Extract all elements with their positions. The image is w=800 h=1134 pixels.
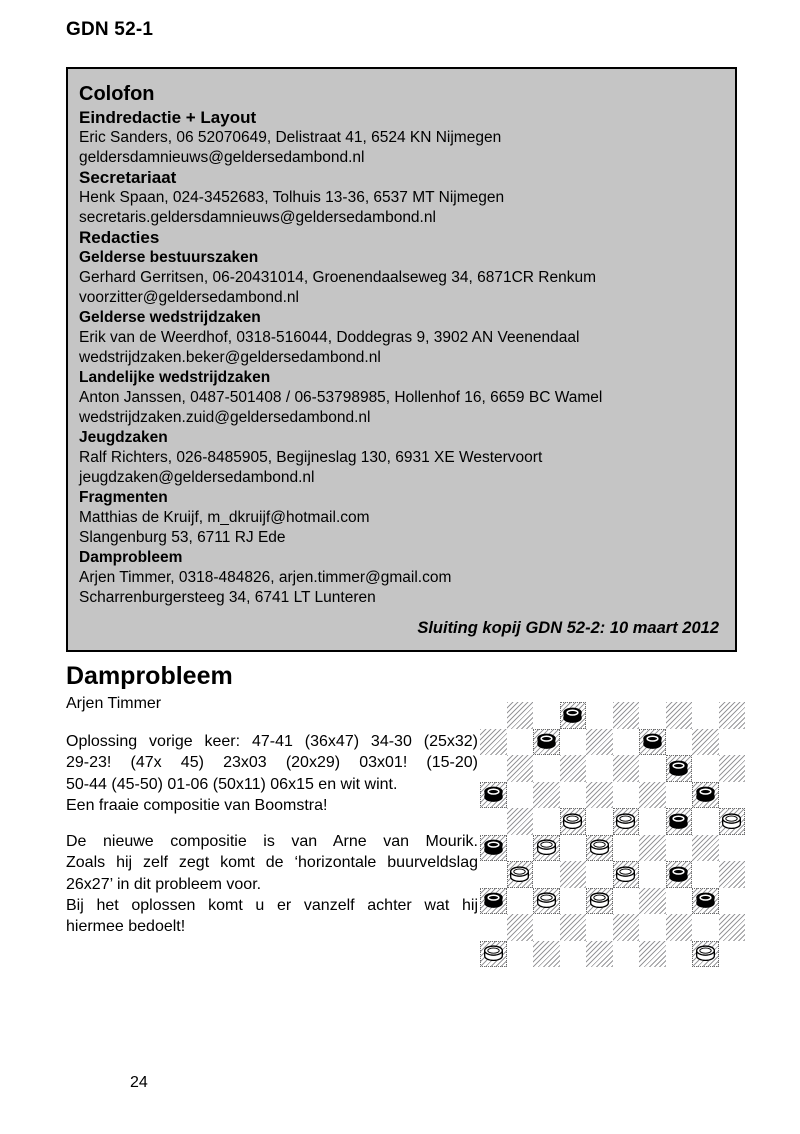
black-piece-icon [667, 811, 690, 830]
white-piece-icon [561, 811, 584, 830]
draughts-board [480, 702, 745, 967]
white-piece-icon [720, 811, 743, 830]
board-square-light [560, 941, 587, 968]
board-square-dark [666, 702, 693, 729]
black-piece-icon [694, 784, 717, 803]
board-square-light [613, 729, 640, 756]
board-square-dark [507, 755, 534, 782]
colofon-subheading: Jeugdzaken [79, 429, 168, 446]
board-square-dark [719, 808, 746, 835]
board-square-dark [639, 729, 666, 756]
article-line: Zoals hij zelf zegt komt de ‘horizontale buurveldslag [66, 854, 478, 872]
board-square-dark [586, 782, 613, 809]
board-square-light [692, 861, 719, 888]
black-piece-icon [667, 864, 690, 883]
colofon-line: Ralf Richters, 026-8485905, Begijneslag 130, 6931 XE Westervoort [79, 449, 543, 466]
article-line: De nieuwe compositie is van Arne van Mourik. [66, 833, 478, 851]
colofon-subheading: Fragmenten [79, 489, 168, 506]
colofon-subheading: Secretariaat [79, 168, 177, 187]
board-square-dark [533, 835, 560, 862]
black-piece-icon [561, 705, 584, 724]
board-square-light [719, 782, 746, 809]
board-square-light [480, 808, 507, 835]
colofon-line: wedstrijdzaken.beker@geldersedambond.nl [79, 349, 381, 366]
colofon-subheading: Landelijke wedstrijdzaken [79, 369, 271, 386]
board-square-light [719, 941, 746, 968]
board-square-dark [480, 888, 507, 915]
board-square-light [480, 861, 507, 888]
board-square-light [586, 702, 613, 729]
board-square-light [507, 888, 534, 915]
board-square-light [507, 941, 534, 968]
board-square-light [692, 808, 719, 835]
board-square-dark [666, 755, 693, 782]
colofon-heading: Colofon [79, 83, 155, 105]
board-square-light [639, 755, 666, 782]
board-square-dark [692, 888, 719, 915]
white-piece-icon [588, 890, 611, 909]
board-square-light [666, 782, 693, 809]
white-piece-icon [535, 890, 558, 909]
board-square-dark [692, 782, 719, 809]
article-body [66, 731, 478, 938]
white-piece-icon [614, 864, 637, 883]
board-square-dark [613, 755, 640, 782]
article-paragraph [66, 795, 478, 816]
board-square-dark [480, 782, 507, 809]
board-square-dark [666, 861, 693, 888]
board-square-light [560, 835, 587, 862]
board-square-dark [507, 702, 534, 729]
board-square-dark [507, 808, 534, 835]
board-square-dark [692, 729, 719, 756]
board-square-light [639, 914, 666, 941]
page-number: 24 [130, 1074, 148, 1091]
board-square-light [533, 861, 560, 888]
board-square-dark [719, 755, 746, 782]
board-square-dark [560, 755, 587, 782]
board-square-light [560, 729, 587, 756]
article-line: 26x27’ in dit probleem voor. [66, 875, 262, 893]
board-square-dark [560, 861, 587, 888]
colofon-line: Erik van de Weerdhof, 0318-516044, Doddegras 9, 3902 AN Veenendaal [79, 329, 580, 346]
board-square-dark [719, 702, 746, 729]
board-square-light [507, 782, 534, 809]
board-square-light [533, 808, 560, 835]
colofon-line: wedstrijdzaken.zuid@geldersedambond.nl [79, 409, 371, 426]
board-square-dark [719, 914, 746, 941]
board-square-light [639, 808, 666, 835]
board-square-light [560, 888, 587, 915]
black-piece-icon [694, 890, 717, 909]
board-square-light [666, 941, 693, 968]
colofon-line: Scharrenburgersteeg 34, 6741 LT Lunteren [79, 589, 376, 606]
board-square-light [613, 888, 640, 915]
board-square-dark [639, 835, 666, 862]
board-square-dark [692, 941, 719, 968]
board-square-light [639, 702, 666, 729]
board-square-dark [507, 861, 534, 888]
board-square-light [692, 914, 719, 941]
board-square-dark [480, 729, 507, 756]
board-square-dark [533, 729, 560, 756]
board-square-light [507, 835, 534, 862]
board-square-light [613, 782, 640, 809]
board-square-dark [586, 941, 613, 968]
board-square-light [533, 702, 560, 729]
board-square-dark [613, 914, 640, 941]
board-square-dark [639, 888, 666, 915]
colofon-line: Eric Sanders, 06 52070649, Delistraat 41, 6524 KN Nijmegen [79, 129, 502, 146]
board-square-dark [613, 808, 640, 835]
board-square-light [613, 941, 640, 968]
white-piece-icon [694, 943, 717, 962]
article-line: 50-44 (45-50) 01-06 (50x11) 06x15 en wit wint. [66, 775, 398, 793]
board-square-light [586, 861, 613, 888]
board-square-light [586, 808, 613, 835]
colofon-line: secretaris.geldersdamnieuws@geldersedambond.nl [79, 209, 436, 226]
board-square-light [560, 782, 587, 809]
board-square-dark [639, 941, 666, 968]
colofon-subheading: Gelderse wedstrijdzaken [79, 309, 261, 326]
white-piece-icon [482, 943, 505, 962]
article-line: Bij het oplossen komt u er vanzelf achter wat hij [66, 897, 478, 915]
board-square-dark [692, 835, 719, 862]
article-line: Oplossing vorige keer: 47-41 (36x47) 34-30 (25x32) [66, 733, 478, 750]
board-square-dark [507, 914, 534, 941]
article-paragraph [66, 831, 478, 895]
board-square-light [586, 914, 613, 941]
board-square-light [480, 755, 507, 782]
board-square-dark [719, 861, 746, 888]
white-piece-icon [614, 811, 637, 830]
board-square-dark [613, 861, 640, 888]
board-square-light [666, 835, 693, 862]
board-square-light [666, 888, 693, 915]
board-square-light [613, 835, 640, 862]
white-piece-icon [588, 837, 611, 856]
board-square-dark [533, 941, 560, 968]
board-square-dark [666, 808, 693, 835]
white-piece-icon [508, 864, 531, 883]
colofon-line: voorzitter@geldersedambond.nl [79, 289, 299, 306]
article-paragraph [66, 731, 478, 795]
board-square-dark [613, 702, 640, 729]
colofon-subheading: Damprobleem [79, 549, 183, 566]
page-title: GDN 52-1 [66, 19, 154, 40]
article-line: hiermee bedoelt! [66, 918, 186, 936]
board-square-light [692, 702, 719, 729]
colofon-line: geldersdamnieuws@geldersedambond.nl [79, 149, 365, 166]
colofon-line: jeugdzaken@geldersedambond.nl [79, 469, 315, 486]
colofon-line: Slangenburg 53, 6711 RJ Ede [79, 529, 286, 546]
article-paragraph [66, 895, 478, 938]
white-piece-icon [535, 837, 558, 856]
colofon-subheading: Eindredactie + Layout [79, 108, 257, 127]
black-piece-icon [482, 890, 505, 909]
board-square-dark [586, 888, 613, 915]
article-title: Damprobleem [66, 662, 233, 690]
board-square-light [719, 729, 746, 756]
colofon-line: Matthias de Kruijf, m_dkruijf@hotmail.com [79, 509, 370, 526]
colofon-line: Gerhard Gerritsen, 06-20431014, Groenendaalseweg 34, 6871CR Renkum [79, 269, 596, 286]
board-square-dark [586, 729, 613, 756]
board-square-dark [560, 702, 587, 729]
board-square-dark [586, 835, 613, 862]
board-square-dark [480, 835, 507, 862]
black-piece-icon [482, 837, 505, 856]
article-line: Een fraaie compositie van Boomstra! [66, 796, 328, 814]
black-piece-icon [535, 731, 558, 750]
board-square-light [586, 755, 613, 782]
colofon-line: Arjen Timmer, 0318-484826, arjen.timmer@gmail.com [79, 569, 452, 586]
board-square-light [719, 888, 746, 915]
black-piece-icon [667, 758, 690, 777]
board-square-light [639, 861, 666, 888]
paragraph-spacer [66, 816, 478, 831]
colofon-subheading: Gelderse bestuurszaken [79, 249, 259, 266]
board-square-dark [560, 914, 587, 941]
board-square-light [533, 755, 560, 782]
board-square-dark [639, 782, 666, 809]
article-line: 29-23! (47x 45) 23x03 (20x29) 03x01! (15-20) [66, 754, 478, 772]
article-author: Arjen Timmer [66, 695, 162, 712]
board-square-dark [533, 888, 560, 915]
board-square-light [480, 702, 507, 729]
board-square-dark [666, 914, 693, 941]
board-square-dark [480, 941, 507, 968]
board-square-light [480, 914, 507, 941]
board-square-light [533, 914, 560, 941]
board-square-light [692, 755, 719, 782]
black-piece-icon [482, 784, 505, 803]
black-piece-icon [641, 731, 664, 750]
board-square-dark [560, 808, 587, 835]
colofon-line: Anton Janssen, 0487-501408 / 06-53798985, Hollenhof 16, 6659 BC Wamel [79, 389, 603, 406]
board-square-light [666, 729, 693, 756]
colofon-box [66, 67, 737, 652]
colofon-line: Henk Spaan, 024-3452683, Tolhuis 13-36, 6537 MT Nijmegen [79, 189, 505, 206]
copy-deadline-note: Sluiting kopij GDN 52-2: 10 maart 2012 [417, 619, 719, 637]
board-square-light [507, 729, 534, 756]
colofon-subheading: Redacties [79, 228, 160, 247]
board-square-dark [533, 782, 560, 809]
colofon-lines [79, 108, 724, 608]
board-square-light [719, 835, 746, 862]
